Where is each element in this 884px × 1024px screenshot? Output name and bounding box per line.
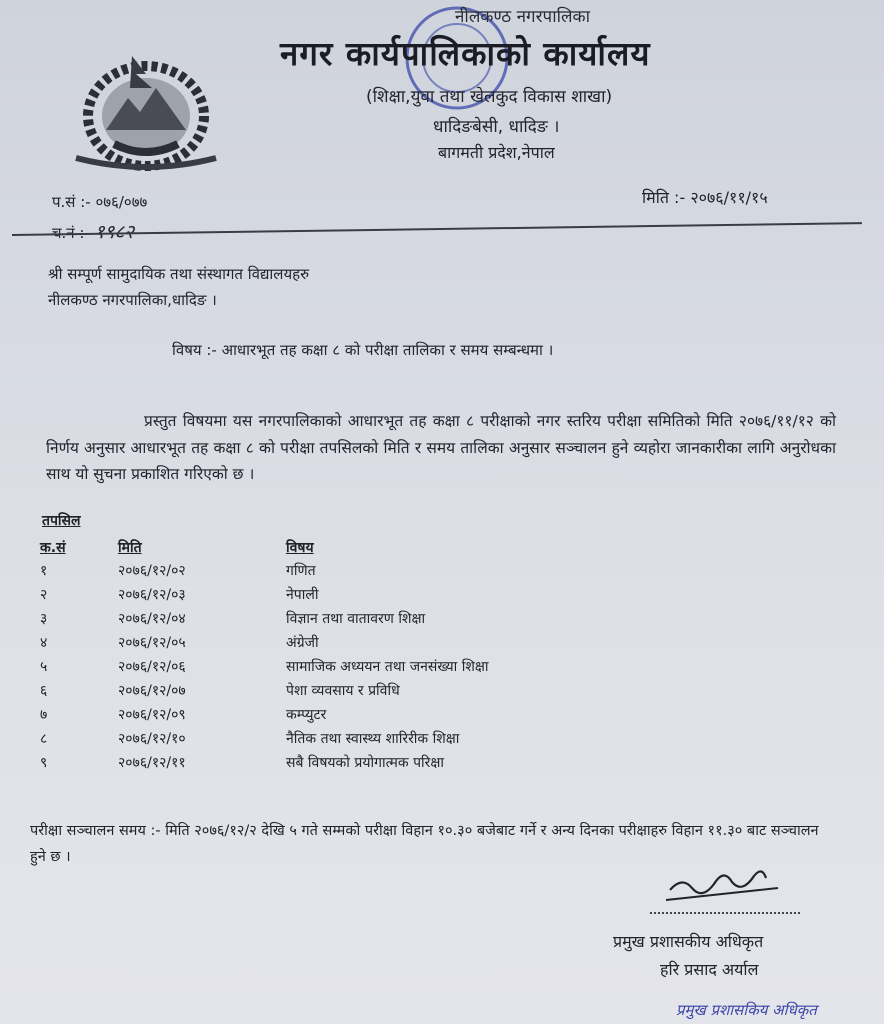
signature-icon <box>662 858 782 908</box>
office-title: नगर कार्यपालिकाको कार्यालय <box>280 34 651 73</box>
table-row <box>38 678 666 702</box>
col-header-date: मिति <box>118 539 142 556</box>
serial-cell: १ <box>40 562 48 579</box>
serial-cell: ४ <box>40 634 48 651</box>
dispatch-number <box>52 218 134 244</box>
letter-date <box>642 186 768 208</box>
date-cell: २०७६/१२/०६ <box>118 658 186 675</box>
letter-subject: विषय :- आधारभूत तह कक्षा ८ को परीक्षा तालिका र समय सम्बन्धमा । <box>172 341 554 359</box>
table-row <box>38 606 666 630</box>
serial-cell: २ <box>40 586 48 603</box>
municipality-name: नीलकण्ठ नगरपालिका <box>455 7 590 27</box>
date-cell: २०७६/१२/०९ <box>118 706 186 723</box>
subject-cell: सामाजिक अध्ययन तथा जनसंख्या शिक्षा <box>286 658 489 675</box>
date-cell: २०७६/१२/०५ <box>118 634 186 651</box>
date-cell: २०७६/१२/०७ <box>118 682 186 699</box>
exam-timing-note: परीक्षा सञ्चालन समय :- मिति २०७६/१२/२ देखि ५ गते सम्मको परीक्षा विहान १०.३० बजेबाट गर्ने र अन्य दिनका परीक्षाहरु विहान ११.३० बाट सञ्चालन हुने छ । <box>30 823 819 865</box>
col-header-serial: क.सं <box>40 539 66 556</box>
serial-cell: ७ <box>40 706 48 723</box>
signatory-designation: प्रमुख प्रशासकीय अधिकृत <box>613 932 764 951</box>
schedule-caption: तपसिल <box>42 513 81 529</box>
table-header-row <box>38 536 666 558</box>
subject-cell: नैतिक तथा स्वास्थ्य शारिरीक शिक्षा <box>286 730 460 747</box>
header-divider <box>12 222 862 236</box>
serial-cell: ५ <box>40 658 48 675</box>
table-row <box>38 582 666 606</box>
signature-line <box>650 912 800 914</box>
serial-cell: ६ <box>40 682 48 699</box>
date-cell: २०७६/१२/०२ <box>118 562 186 579</box>
recipient-line-1: श्री सम्पूर्ण सामुदायिक तथा संस्थागत विद्यालयहरु <box>48 265 310 283</box>
subject-cell: सबै विषयको प्रयोगात्मक परिक्षा <box>286 754 445 771</box>
date-cell: २०७६/१२/१० <box>118 730 186 747</box>
serial-cell: ९ <box>40 754 48 771</box>
serial-cell: ८ <box>40 730 48 747</box>
subject-cell: नेपाली <box>286 586 319 603</box>
signatory-name: हरि प्रसाद अर्याल <box>660 960 759 979</box>
designation-seal: प्रमुख प्रशासकिय अधिकृत <box>676 1001 817 1019</box>
letter-body: प्रस्तुत विषयमा यस नगरपालिकाको आधारभूत तह कक्षा ८ परीक्षाको नगर स्तरिय परीक्षा समितिको मिति २०७६/११/१२ को निर्णय अनुसार आधारभूत तह कक्षा ८ को परीक्षा तपसिलको मिति र समय तालिका अनुसार सञ्चालन हुने व्यहोरा जानकारीका लागि अनुरोधका साथ यो सुचना प्रकाशित गरिएको छ । <box>46 412 836 483</box>
table-row <box>38 702 666 726</box>
branch-name: (शिक्षा,युवा तथा खेलकुद विकास शाखा) <box>366 87 613 107</box>
recipient-line-2: नीलकण्ठ नगरपालिका,धादिङ । <box>48 291 217 309</box>
exam-schedule-table <box>38 536 666 774</box>
reference-label: प.सं :- <box>52 193 91 211</box>
table-row <box>38 654 666 678</box>
subject-cell: गणित <box>286 562 316 579</box>
date-label: मिति :- <box>642 188 686 207</box>
reference-value: ०७६/०७७ <box>95 193 148 211</box>
subject-cell: पेशा व्यवसाय र प्रविधि <box>286 682 400 699</box>
office-location: धादिङबेसी, धादिङ । <box>433 117 560 137</box>
serial-cell: ३ <box>40 610 48 627</box>
date-value: २०७६/११/१५ <box>690 188 768 207</box>
date-cell: २०७६/१२/११ <box>118 754 186 771</box>
nepal-emblem-icon <box>66 48 226 178</box>
table-row <box>38 726 666 750</box>
date-cell: २०७६/१२/०४ <box>118 610 186 627</box>
office-province: बागमती प्रदेश,नेपाल <box>438 143 555 162</box>
table-row <box>38 630 666 654</box>
reference-number <box>52 192 147 212</box>
subject-cell: कम्प्युटर <box>286 706 327 723</box>
table-row <box>38 558 666 582</box>
date-cell: २०७६/१२/०३ <box>118 586 186 603</box>
table-row <box>38 750 666 774</box>
col-header-subject: विषय <box>286 539 314 556</box>
subject-cell: अंग्रेजी <box>286 634 319 651</box>
subject-cell: विज्ञान तथा वातावरण शिक्षा <box>286 610 426 627</box>
